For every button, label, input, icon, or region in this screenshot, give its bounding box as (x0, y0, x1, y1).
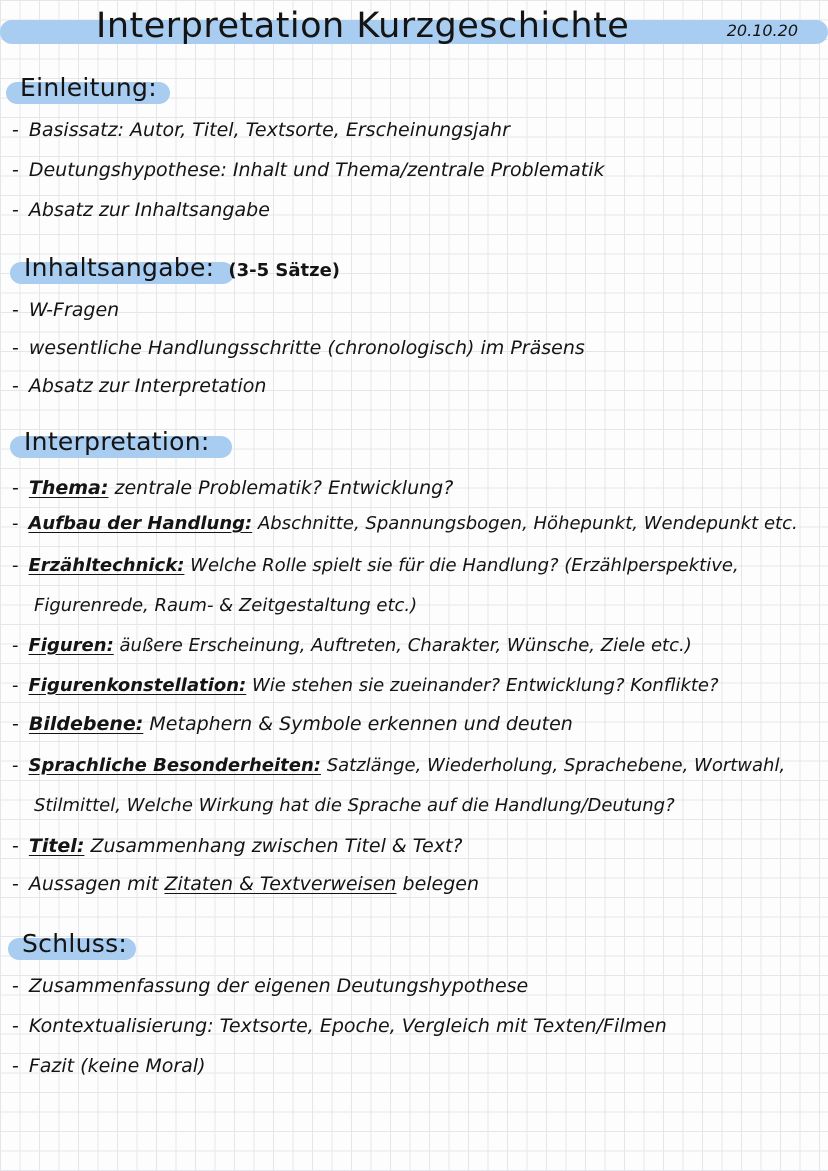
heading-note: (3-5 Sätze) (228, 260, 341, 281)
list-item: - Absatz zur Inhaltsangabe (12, 199, 270, 221)
list-item: - Erzähltechnick: Welche Rolle spielt sie für die Handlung? (Erzählperspektive, (12, 555, 739, 576)
list-item: - Fazit (keine Moral) (12, 1055, 206, 1077)
list-item: - Figuren: äußere Erscheinung, Auftreten, Charakter, Wünsche, Ziele etc.) (12, 635, 692, 656)
section-heading-einleitung: Einleitung: (6, 70, 157, 106)
section-heading-schluss: Schluss: (8, 926, 127, 962)
list-item: - Absatz zur Interpretation (12, 375, 267, 397)
list-item: - Aufbau der Handlung: Abschnitte, Spannungsbogen, Höhepunkt, Wendepunkt etc. (12, 513, 798, 534)
date-label: 20.10.20 (726, 21, 798, 40)
list-item-continuation: Figurenrede, Raum- & Zeitgestaltung etc.) (34, 595, 418, 616)
list-item: - Basissatz: Autor, Titel, Textsorte, Erscheinungsjahr (12, 119, 510, 141)
list-item: - Sprachliche Besonderheiten: Satzlänge, Wiederholung, Sprachebene, Wortwahl, (12, 755, 786, 776)
list-item: - Kontextualisierung: Textsorte, Epoche, Vergleich mit Texten/Filmen (12, 1015, 667, 1037)
page-title: Interpretation Kurzgeschichte (96, 6, 630, 46)
underlined-phrase: Zitaten & Textverweisen (164, 873, 397, 895)
section-heading-inhaltsangabe: Inhaltsangabe: (3-5 Sätze) (10, 250, 340, 286)
list-item: - Aussagen mit Zitaten & Textverweisen belegen (12, 873, 480, 895)
list-item: - Zusammenfassung der eigenen Deutungshypothese (12, 975, 529, 997)
list-item: - Titel: Zusammenhang zwischen Titel & Text? (12, 835, 463, 857)
list-item: - Bildebene: Metaphern & Symbole erkennen und deuten (12, 713, 573, 735)
section-heading-interpretation: Interpretation: (10, 424, 210, 460)
list-item: - Figurenkonstellation: Wie stehen sie zueinander? Entwicklung? Konflikte? (12, 675, 719, 696)
list-item: - wesentliche Handlungsschritte (chronologisch) im Präsens (12, 337, 585, 359)
list-item-continuation: Stilmittel, Welche Wirkung hat die Sprache auf die Handlung/Deutung? (34, 795, 675, 816)
list-item: - W-Fragen (12, 299, 120, 321)
list-item: - Thema: zentrale Problematik? Entwicklung? (12, 477, 454, 499)
list-item: - Deutungshypothese: Inhalt und Thema/zentrale Problematik (12, 159, 605, 181)
